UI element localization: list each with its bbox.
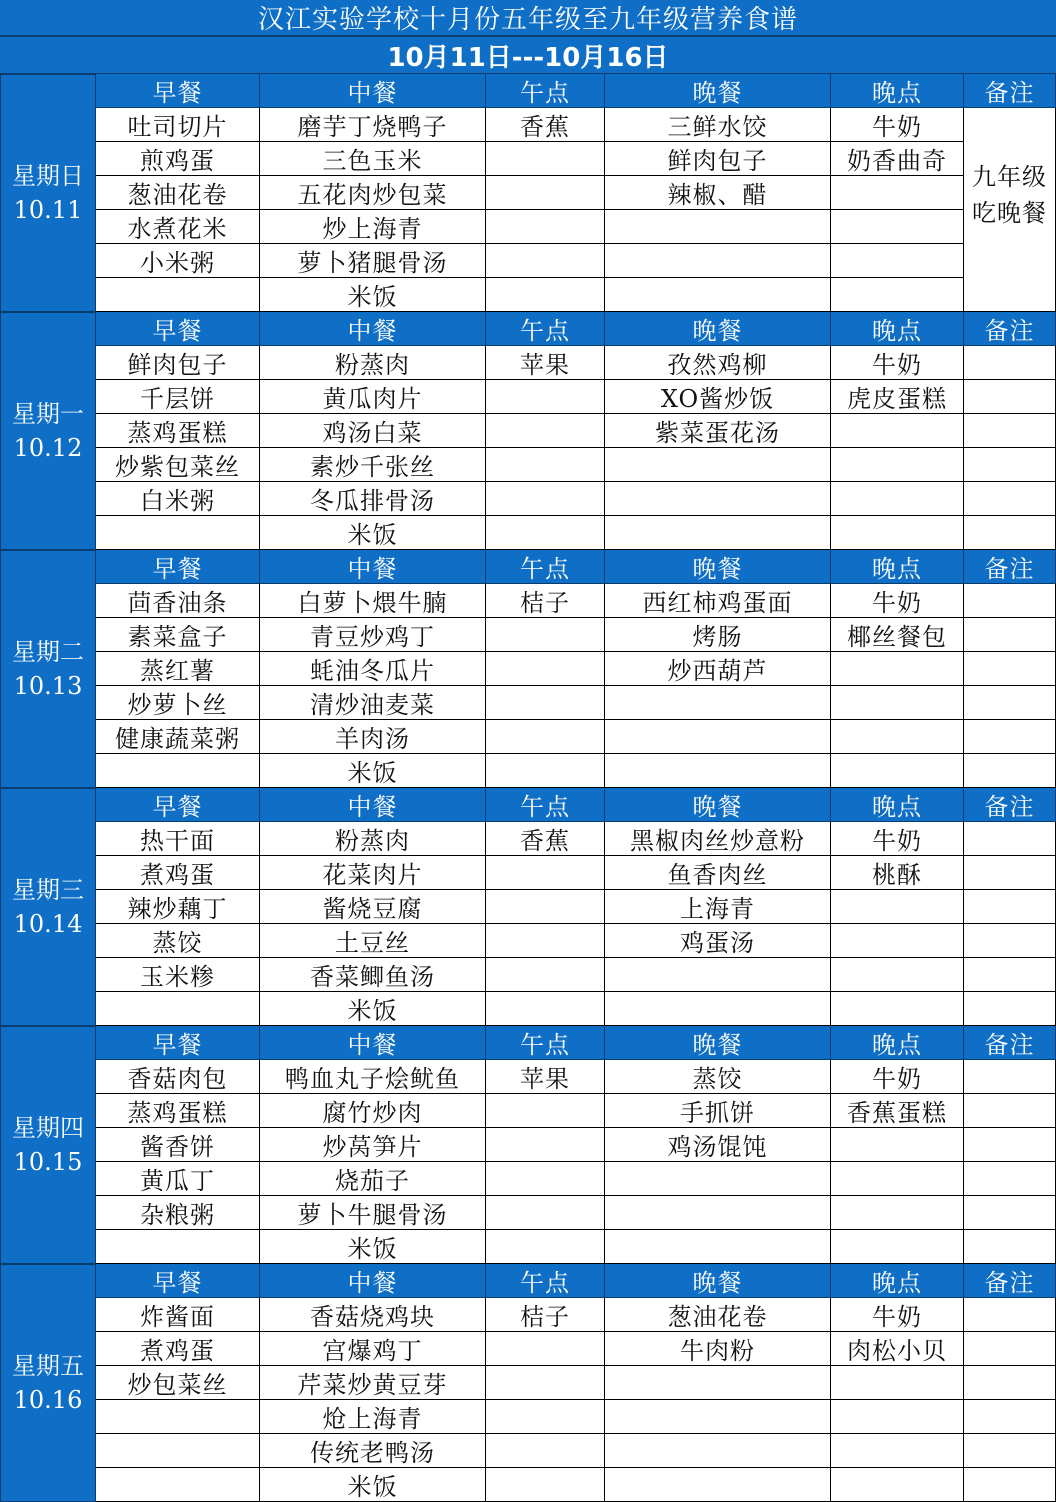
lunch-item: 青豆炒鸡丁 [260, 618, 486, 652]
night-snack-item [831, 448, 964, 482]
note-item [964, 856, 1056, 890]
night-snack-item [831, 176, 964, 210]
date-range: 10月11日---10月16日 [0, 37, 1056, 74]
breakfast-item: 吐司切片 [96, 108, 260, 142]
note-cell [964, 108, 1056, 312]
dinner-item: 鸡汤馄饨 [605, 1128, 831, 1162]
day-block [0, 1026, 1056, 1264]
breakfast-item: 热干面 [96, 822, 260, 856]
lunch-item: 米饭 [260, 1230, 486, 1264]
header-snack: 午点 [486, 550, 605, 584]
night-snack-item [831, 1366, 964, 1400]
snack-item [486, 142, 605, 176]
header-breakfast: 早餐 [96, 74, 260, 108]
note-item [964, 1468, 1056, 1502]
night-snack-item [831, 278, 964, 312]
day-block [0, 550, 1056, 788]
lunch-item: 炝上海青 [260, 1400, 486, 1434]
note-item [964, 992, 1056, 1026]
lunch-item: 腐竹炒肉 [260, 1094, 486, 1128]
header-note: 备注 [964, 550, 1056, 584]
snack-item [486, 482, 605, 516]
note-item [964, 448, 1056, 482]
snack-item [486, 1332, 605, 1366]
note-item [964, 618, 1056, 652]
lunch-item: 土豆丝 [260, 924, 486, 958]
night-snack-item [831, 686, 964, 720]
breakfast-item: 酱香饼 [96, 1128, 260, 1162]
header-snack: 午点 [486, 312, 605, 346]
snack-item [486, 516, 605, 550]
note-item [964, 516, 1056, 550]
lunch-item: 鸭血丸子烩鱿鱼 [260, 1060, 486, 1094]
breakfast-item: 小米粥 [96, 244, 260, 278]
note-line: 九年级 [972, 162, 1047, 191]
note-item [964, 1128, 1056, 1162]
night-snack-item: 虎皮蛋糕 [831, 380, 964, 414]
dinner-item: XO酱炒饭 [605, 380, 831, 414]
weekday-label: 星期四 [12, 1114, 84, 1142]
lunch-item: 香菇烧鸡块 [260, 1298, 486, 1332]
date-label: 10.15 [13, 1148, 83, 1176]
header-breakfast: 早餐 [96, 788, 260, 822]
breakfast-item: 黄瓜丁 [96, 1162, 260, 1196]
header-note: 备注 [964, 312, 1056, 346]
breakfast-item: 白米粥 [96, 482, 260, 516]
breakfast-item: 玉米糁 [96, 958, 260, 992]
header-lunch: 中餐 [260, 1026, 486, 1060]
note-item [964, 1196, 1056, 1230]
day-grid [96, 1264, 1056, 1502]
dinner-item: 牛肉粉 [605, 1332, 831, 1366]
header-lunch: 中餐 [260, 788, 486, 822]
lunch-item: 冬瓜排骨汤 [260, 482, 486, 516]
breakfast-item: 葱油花卷 [96, 176, 260, 210]
lunch-item: 白萝卜煨牛腩 [260, 584, 486, 618]
header-note: 备注 [964, 1264, 1056, 1298]
night-snack-item [831, 1468, 964, 1502]
dinner-item: 黑椒肉丝炒意粉 [605, 822, 831, 856]
night-snack-item [831, 516, 964, 550]
note-item [964, 1366, 1056, 1400]
breakfast-item [96, 1230, 260, 1264]
night-snack-item [831, 210, 964, 244]
snack-item: 桔子 [486, 584, 605, 618]
breakfast-item: 炒萝卜丝 [96, 686, 260, 720]
dinner-item [605, 958, 831, 992]
header-breakfast: 早餐 [96, 312, 260, 346]
breakfast-item [96, 1468, 260, 1502]
dinner-item [605, 1366, 831, 1400]
snack-item: 桔子 [486, 1298, 605, 1332]
breakfast-item [96, 278, 260, 312]
lunch-item: 粉蒸肉 [260, 346, 486, 380]
lunch-item: 米饭 [260, 754, 486, 788]
dinner-item: 烤肠 [605, 618, 831, 652]
lunch-item: 清炒油麦菜 [260, 686, 486, 720]
note-item [964, 1400, 1056, 1434]
breakfast-item [96, 1400, 260, 1434]
header-note: 备注 [964, 788, 1056, 822]
weekday-label: 星期三 [12, 876, 84, 904]
breakfast-item [96, 1434, 260, 1468]
dinner-item: 葱油花卷 [605, 1298, 831, 1332]
date-label: 10.12 [13, 434, 83, 462]
day-block [0, 312, 1056, 550]
dinner-item: 紫菜蛋花汤 [605, 414, 831, 448]
snack-item [486, 244, 605, 278]
day-grid [96, 788, 1056, 1026]
night-snack-item [831, 924, 964, 958]
lunch-item: 磨芋丁烧鸭子 [260, 108, 486, 142]
note-item [964, 414, 1056, 448]
snack-item [486, 176, 605, 210]
breakfast-item: 煮鸡蛋 [96, 1332, 260, 1366]
breakfast-item: 炒包菜丝 [96, 1366, 260, 1400]
snack-item [486, 1400, 605, 1434]
day-label [0, 1264, 96, 1502]
snack-item [486, 1128, 605, 1162]
snack-item [486, 1094, 605, 1128]
dinner-item: 辣椒、醋 [605, 176, 831, 210]
lunch-item: 香菜鲫鱼汤 [260, 958, 486, 992]
lunch-item: 三色玉米 [260, 142, 486, 176]
snack-item [486, 720, 605, 754]
night-snack-item [831, 244, 964, 278]
header-night-snack: 晚点 [831, 312, 964, 346]
dinner-item [605, 992, 831, 1026]
lunch-item: 萝卜猪腿骨汤 [260, 244, 486, 278]
night-snack-item: 椰丝餐包 [831, 618, 964, 652]
breakfast-item: 煎鸡蛋 [96, 142, 260, 176]
note-item [964, 686, 1056, 720]
weekday-label: 星期二 [12, 638, 84, 666]
day-grid [96, 312, 1056, 550]
dinner-item: 鱼香肉丝 [605, 856, 831, 890]
note-item [964, 1094, 1056, 1128]
day-label [0, 74, 96, 312]
dinner-item [605, 516, 831, 550]
snack-item [486, 414, 605, 448]
breakfast-item: 煮鸡蛋 [96, 856, 260, 890]
breakfast-item: 杂粮粥 [96, 1196, 260, 1230]
night-snack-item: 奶香曲奇 [831, 142, 964, 176]
night-snack-item [831, 720, 964, 754]
dinner-item: 手抓饼 [605, 1094, 831, 1128]
dinner-item [605, 278, 831, 312]
lunch-item: 黄瓜肉片 [260, 380, 486, 414]
date-label: 10.16 [13, 1386, 83, 1414]
note-item [964, 958, 1056, 992]
breakfast-item: 水煮花米 [96, 210, 260, 244]
snack-item: 苹果 [486, 1060, 605, 1094]
snack-item [486, 1196, 605, 1230]
header-snack: 午点 [486, 74, 605, 108]
note-item [964, 822, 1056, 856]
lunch-item: 烧茄子 [260, 1162, 486, 1196]
night-snack-item: 牛奶 [831, 108, 964, 142]
header-dinner: 晚餐 [605, 1026, 831, 1060]
night-snack-item [831, 1230, 964, 1264]
header-dinner: 晚餐 [605, 312, 831, 346]
breakfast-item: 素菜盒子 [96, 618, 260, 652]
night-snack-item [831, 1434, 964, 1468]
night-snack-item [831, 652, 964, 686]
breakfast-item [96, 754, 260, 788]
note-item [964, 1230, 1056, 1264]
night-snack-item [831, 414, 964, 448]
dinner-item: 蒸饺 [605, 1060, 831, 1094]
header-dinner: 晚餐 [605, 74, 831, 108]
breakfast-item: 香菇肉包 [96, 1060, 260, 1094]
dinner-item [605, 244, 831, 278]
lunch-item: 羊肉汤 [260, 720, 486, 754]
breakfast-item: 蒸鸡蛋糕 [96, 1094, 260, 1128]
night-snack-item: 牛奶 [831, 346, 964, 380]
header-breakfast: 早餐 [96, 1264, 260, 1298]
header-snack: 午点 [486, 1264, 605, 1298]
dinner-item [605, 1196, 831, 1230]
night-snack-item [831, 1162, 964, 1196]
page-title: 汉江实验学校十月份五年级至九年级营养食谱 [0, 0, 1056, 37]
snack-item [486, 856, 605, 890]
day-block [0, 74, 1056, 312]
lunch-item: 米饭 [260, 992, 486, 1026]
day-label [0, 1026, 96, 1264]
breakfast-item: 蒸饺 [96, 924, 260, 958]
lunch-item: 蚝油冬瓜片 [260, 652, 486, 686]
night-snack-item: 桃酥 [831, 856, 964, 890]
breakfast-item [96, 516, 260, 550]
lunch-item: 酱烧豆腐 [260, 890, 486, 924]
lunch-item: 米饭 [260, 278, 486, 312]
snack-item [486, 754, 605, 788]
weekday-label: 星期日 [12, 162, 84, 190]
snack-item [486, 890, 605, 924]
night-snack-item [831, 482, 964, 516]
dinner-item: 孜然鸡柳 [605, 346, 831, 380]
dinner-item [605, 720, 831, 754]
header-night-snack: 晚点 [831, 550, 964, 584]
day-grid [96, 1026, 1056, 1264]
day-grid [96, 74, 1056, 312]
header-night-snack: 晚点 [831, 74, 964, 108]
snack-item [486, 210, 605, 244]
day-label [0, 788, 96, 1026]
dinner-item: 西红柿鸡蛋面 [605, 584, 831, 618]
header-snack: 午点 [486, 1026, 605, 1060]
lunch-item: 粉蒸肉 [260, 822, 486, 856]
breakfast-item: 蒸鸡蛋糕 [96, 414, 260, 448]
breakfast-item: 千层饼 [96, 380, 260, 414]
note-item [964, 1162, 1056, 1196]
header-snack: 午点 [486, 788, 605, 822]
night-snack-item: 牛奶 [831, 822, 964, 856]
lunch-item: 米饭 [260, 1468, 486, 1502]
note-item [964, 1434, 1056, 1468]
note-item [964, 482, 1056, 516]
night-snack-item [831, 1400, 964, 1434]
dinner-item [605, 1434, 831, 1468]
header-night-snack: 晚点 [831, 1026, 964, 1060]
snack-item [486, 618, 605, 652]
snack-item [486, 924, 605, 958]
night-snack-item [831, 1128, 964, 1162]
note-item [964, 1060, 1056, 1094]
dinner-item [605, 448, 831, 482]
snack-item [486, 1230, 605, 1264]
dinner-item [605, 210, 831, 244]
dinner-item: 上海青 [605, 890, 831, 924]
lunch-item: 五花肉炒包菜 [260, 176, 486, 210]
breakfast-item: 健康蔬菜粥 [96, 720, 260, 754]
header-note: 备注 [964, 1026, 1056, 1060]
snack-item [486, 686, 605, 720]
note-item [964, 890, 1056, 924]
day-label [0, 312, 96, 550]
snack-item: 香蕉 [486, 822, 605, 856]
night-snack-item: 香蕉蛋糕 [831, 1094, 964, 1128]
breakfast-item: 炒紫包菜丝 [96, 448, 260, 482]
snack-item [486, 958, 605, 992]
day-block [0, 788, 1056, 1026]
header-dinner: 晚餐 [605, 1264, 831, 1298]
dinner-item: 三鲜水饺 [605, 108, 831, 142]
date-label: 10.11 [13, 196, 83, 224]
night-snack-item [831, 992, 964, 1026]
night-snack-item [831, 754, 964, 788]
note-item [964, 652, 1056, 686]
breakfast-item: 辣炒藕丁 [96, 890, 260, 924]
header-lunch: 中餐 [260, 74, 486, 108]
breakfast-item [96, 992, 260, 1026]
header-breakfast: 早餐 [96, 1026, 260, 1060]
header-dinner: 晚餐 [605, 550, 831, 584]
snack-item [486, 1434, 605, 1468]
note-item [964, 1298, 1056, 1332]
note-line: 吃晚餐 [972, 198, 1047, 227]
dinner-item: 炒西葫芦 [605, 652, 831, 686]
night-snack-item: 牛奶 [831, 1060, 964, 1094]
dinner-item [605, 754, 831, 788]
night-snack-item [831, 890, 964, 924]
note-item [964, 754, 1056, 788]
lunch-item: 宫爆鸡丁 [260, 1332, 486, 1366]
lunch-item: 炒莴笋片 [260, 1128, 486, 1162]
snack-item [486, 448, 605, 482]
note-item [964, 1332, 1056, 1366]
note-item [964, 924, 1056, 958]
breakfast-item: 蒸红薯 [96, 652, 260, 686]
dinner-item [605, 1230, 831, 1264]
lunch-item: 米饭 [260, 516, 486, 550]
header-lunch: 中餐 [260, 312, 486, 346]
note-item [964, 584, 1056, 618]
lunch-item: 花菜肉片 [260, 856, 486, 890]
weekday-label: 星期一 [12, 400, 84, 428]
dinner-item [605, 686, 831, 720]
snack-item [486, 1468, 605, 1502]
header-night-snack: 晚点 [831, 1264, 964, 1298]
night-snack-item [831, 1196, 964, 1230]
note-item [964, 346, 1056, 380]
dinner-item [605, 1162, 831, 1196]
lunch-item: 萝卜牛腿骨汤 [260, 1196, 486, 1230]
breakfast-item: 茴香油条 [96, 584, 260, 618]
dinner-item [605, 1400, 831, 1434]
snack-item [486, 1366, 605, 1400]
night-snack-item: 牛奶 [831, 1298, 964, 1332]
night-snack-item [831, 958, 964, 992]
lunch-item: 传统老鸭汤 [260, 1434, 486, 1468]
note-item [964, 380, 1056, 414]
day-grid [96, 550, 1056, 788]
night-snack-item: 肉松小贝 [831, 1332, 964, 1366]
breakfast-item: 鲜肉包子 [96, 346, 260, 380]
header-dinner: 晚餐 [605, 788, 831, 822]
day-label [0, 550, 96, 788]
snack-item [486, 380, 605, 414]
header-lunch: 中餐 [260, 550, 486, 584]
date-label: 10.13 [13, 672, 83, 700]
lunch-item: 芹菜炒黄豆芽 [260, 1366, 486, 1400]
lunch-item: 炒上海青 [260, 210, 486, 244]
snack-item [486, 1162, 605, 1196]
weekday-label: 星期五 [12, 1352, 84, 1380]
date-label: 10.14 [13, 910, 83, 938]
day-block [0, 1264, 1056, 1502]
breakfast-item: 炸酱面 [96, 1298, 260, 1332]
lunch-item: 素炒千张丝 [260, 448, 486, 482]
snack-item: 香蕉 [486, 108, 605, 142]
lunch-item: 鸡汤白菜 [260, 414, 486, 448]
dinner-item [605, 1468, 831, 1502]
snack-item [486, 278, 605, 312]
dinner-item: 鲜肉包子 [605, 142, 831, 176]
header-breakfast: 早餐 [96, 550, 260, 584]
snack-item [486, 652, 605, 686]
snack-item: 苹果 [486, 346, 605, 380]
night-snack-item: 牛奶 [831, 584, 964, 618]
header-note: 备注 [964, 74, 1056, 108]
snack-item [486, 992, 605, 1026]
header-night-snack: 晚点 [831, 788, 964, 822]
dinner-item: 鸡蛋汤 [605, 924, 831, 958]
header-lunch: 中餐 [260, 1264, 486, 1298]
note-item [964, 720, 1056, 754]
dinner-item [605, 482, 831, 516]
